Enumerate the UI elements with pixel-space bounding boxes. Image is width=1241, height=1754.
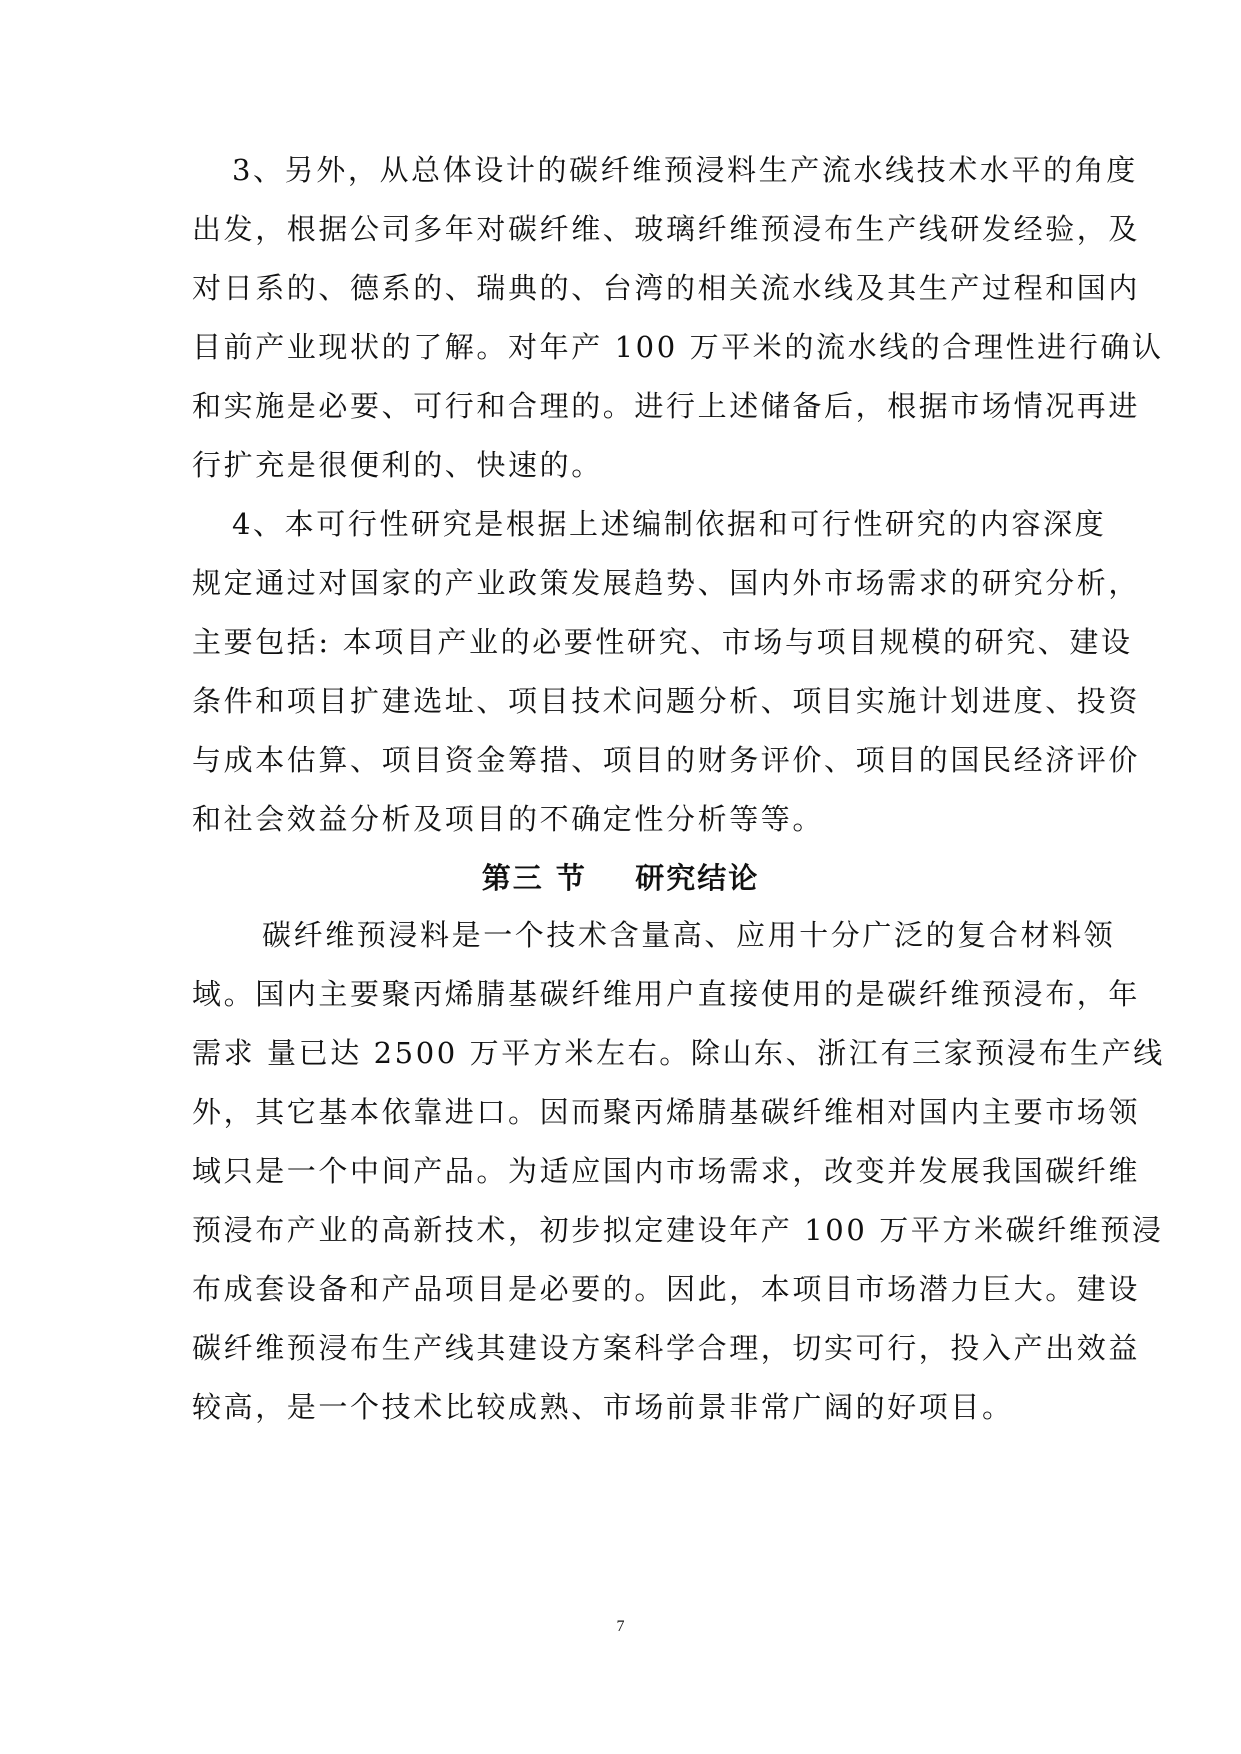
paragraph-3-line-9: 较高，是一个技术比较成熟、市场前景非常广阔的好项目。 [192,1390,1014,1424]
paragraph-1-line-5: 和实施是必要、可行和合理的。进行上述储备后，根据市场情况再进 [192,389,1141,423]
paragraph-2-line-4: 条件和项目扩建选址、项目技术问题分析、项目实施计划进度、投资 [192,684,1141,718]
paragraph-3-line-7: 布成套设备和产品项目是必要的。因此，本项目市场潜力巨大。建设 [192,1272,1141,1306]
paragraph-3-line-6: 预浸布产业的高新技术，初步拟定建设年产 100 万平方米碳纤维预浸 [192,1213,1164,1247]
section-heading: 第三 节 研究结论 [481,861,760,895]
paragraph-1-line-1: 3、另外，从总体设计的碳纤维预浸料生产流水线技术水平的角度 [232,153,1138,187]
paragraph-1-line-6: 行扩充是很便利的、快速的。 [192,448,603,482]
paragraph-2-line-2: 规定通过对国家的产业政策发展趋势、国内外市场需求的研究分析， [192,566,1141,600]
paragraph-3-line-2: 域。国内主要聚丙烯腈基碳纤维用户直接使用的是碳纤维预浸布，年 [192,977,1141,1011]
paragraph-1-line-2: 出发，根据公司多年对碳纤维、玻璃纤维预浸布生产线研发经验，及 [192,212,1141,246]
paragraph-2-line-1: 4、本可行性研究是根据上述编制依据和可行性研究的内容深度 [232,507,1107,541]
paragraph-2-line-6: 和社会效益分析及项目的不确定性分析等等。 [192,802,825,836]
paragraph-3-line-4: 外，其它基本依靠进口。因而聚丙烯腈基碳纤维相对国内主要市场领 [192,1095,1141,1129]
paragraph-3-line-1: 碳纤维预浸料是一个技术含量高、应用十分广泛的复合材料领 [262,918,1116,952]
paragraph-3-line-5: 域只是一个中间产品。为适应国内市场需求，改变并发展我国碳纤维 [192,1154,1141,1188]
paragraph-2-line-3: 主要包括: 本项目产业的必要性研究、市场与项目规模的研究、建设 [192,625,1133,659]
paragraph-1-line-3: 对日系的、德系的、瑞典的、台湾的相关流水线及其生产过程和国内 [192,271,1141,305]
paragraph-3-line-8: 碳纤维预浸布生产线其建设方案科学合理，切实可行，投入产出效益 [192,1331,1141,1365]
page-number: 7 [616,1618,625,1635]
paragraph-3-line-3: 需求 量已达 2500 万平方米左右。除山东、浙江有三家预浸布生产线 [192,1036,1165,1070]
paragraph-2-line-5: 与成本估算、项目资金筹措、项目的财务评价、项目的国民经济评价 [192,743,1141,777]
paragraph-1-line-4: 目前产业现状的了解。对年产 100 万平米的流水线的合理性进行确认 [192,330,1164,364]
